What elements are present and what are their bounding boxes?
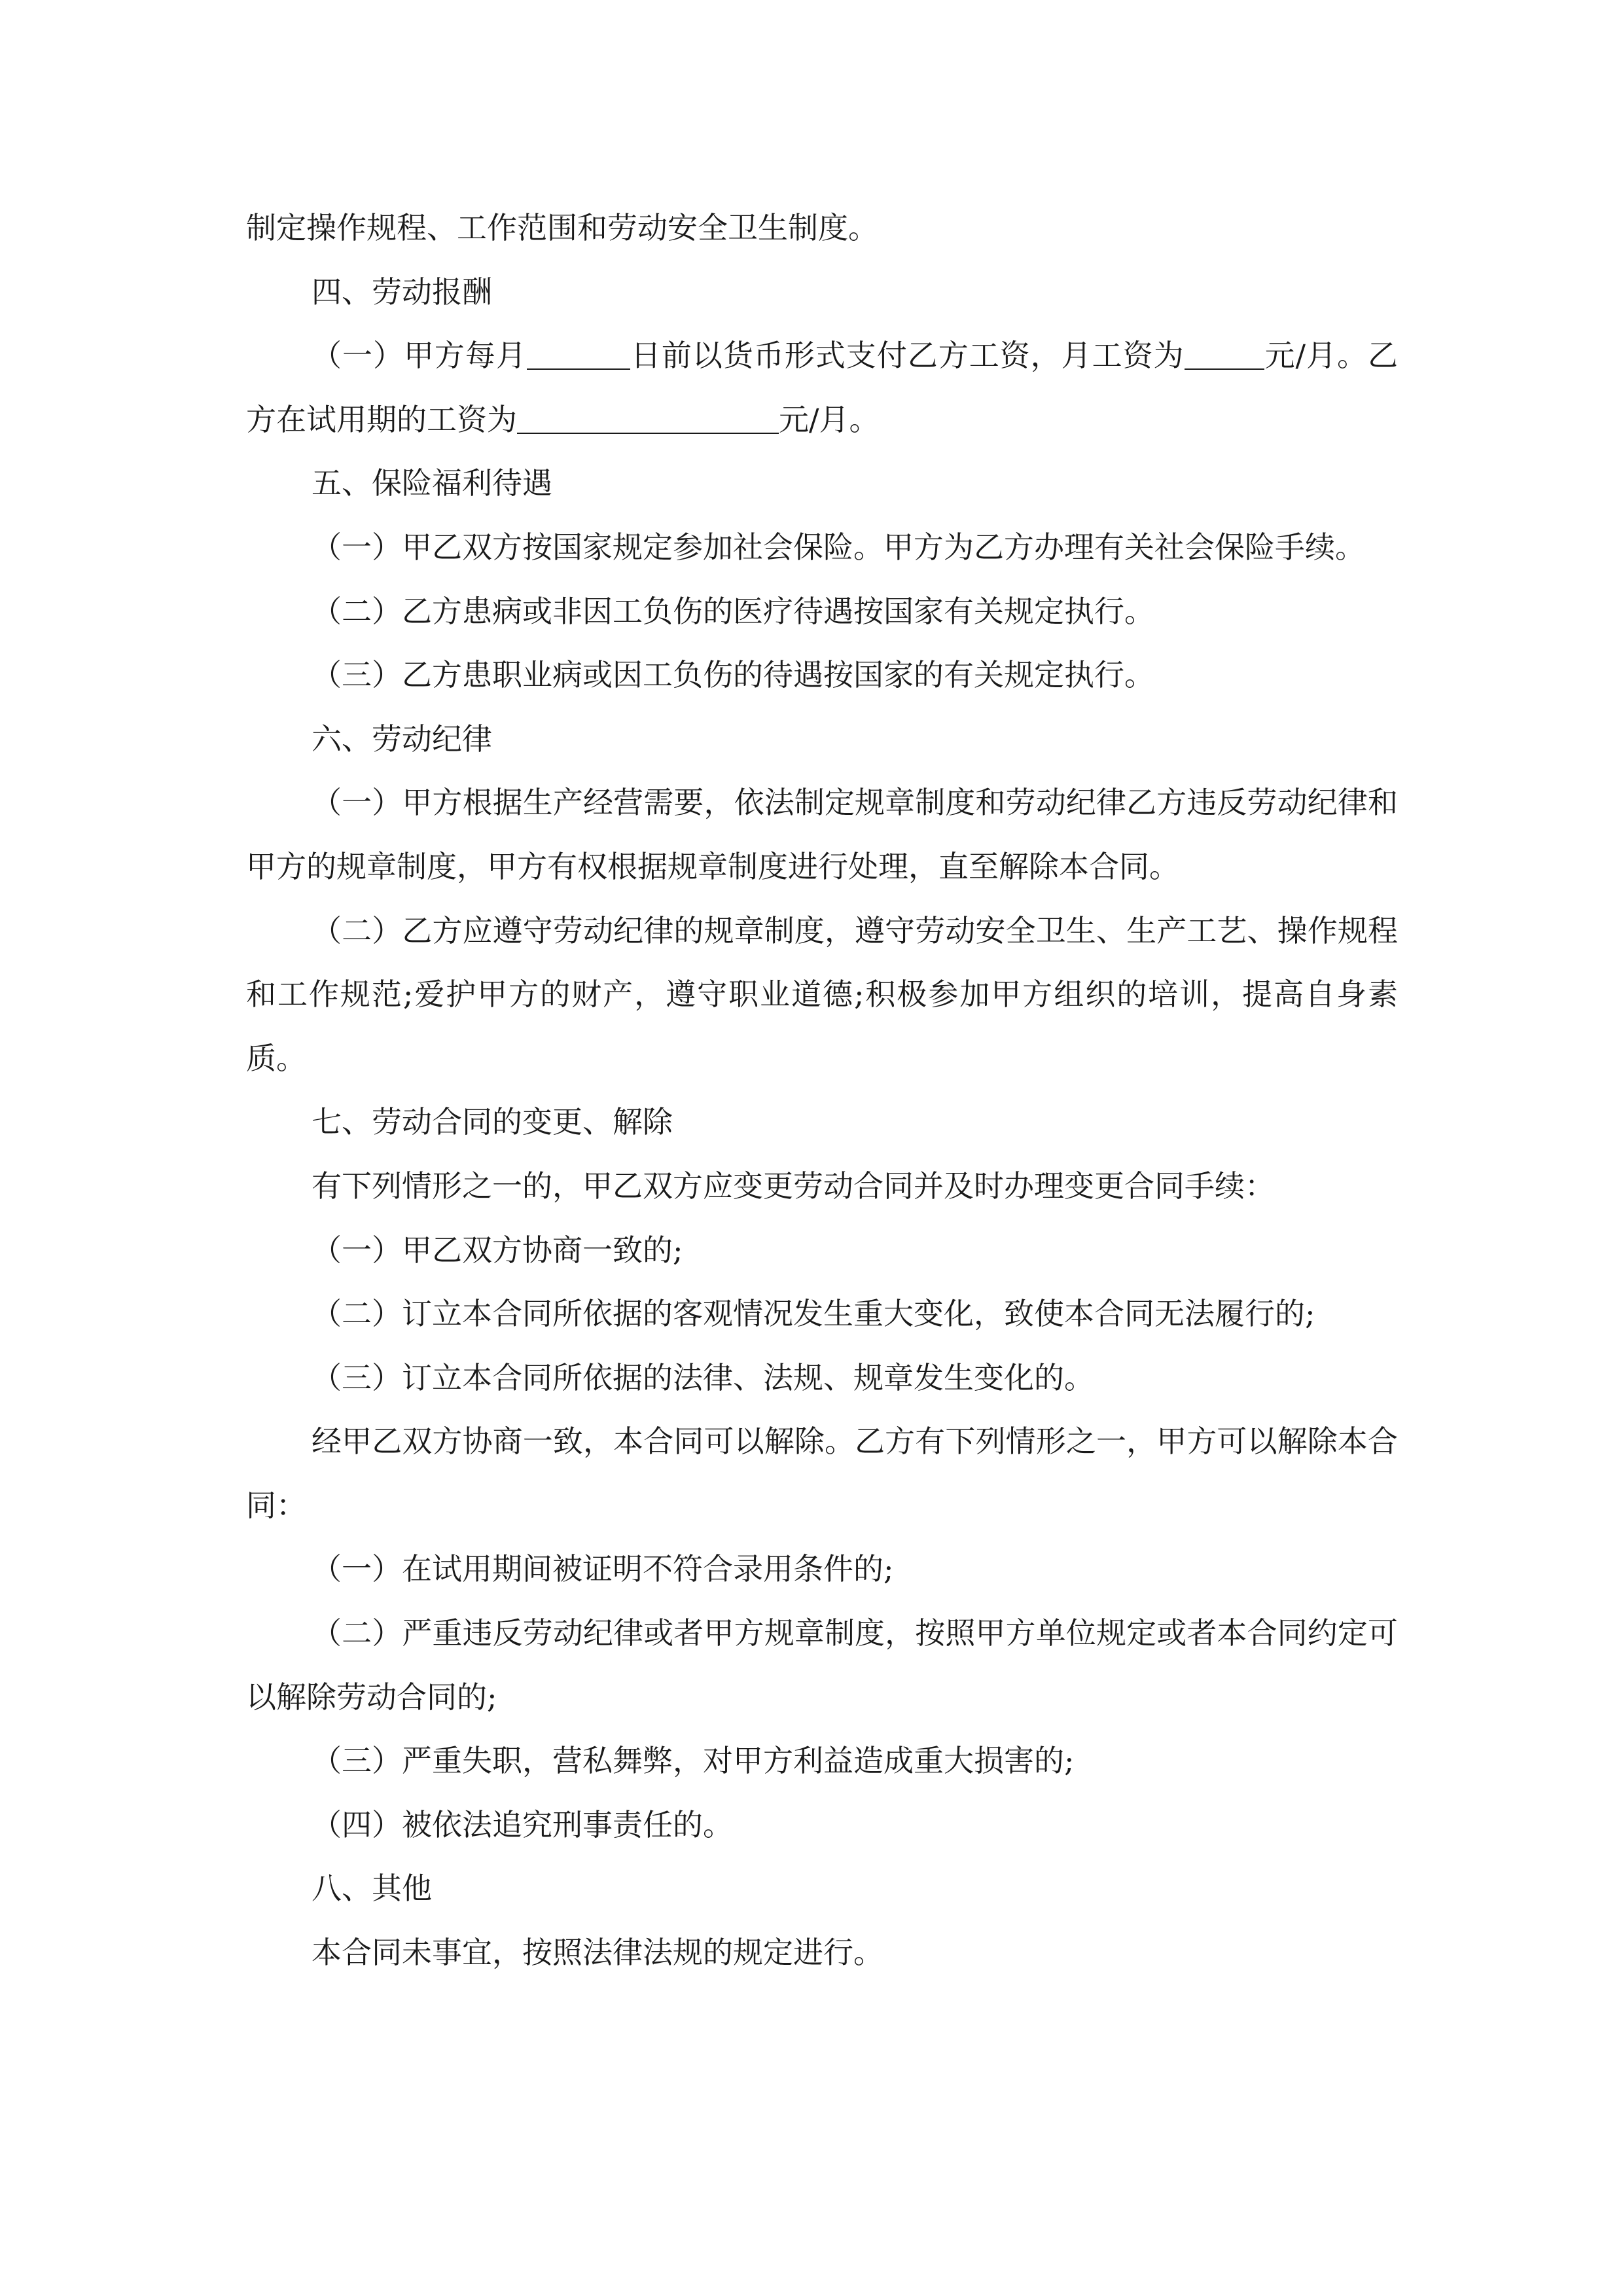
section-heading-other: 八、其他 — [312, 1871, 432, 1907]
section-heading-change-termination: 七、劳动合同的变更、解除 — [312, 1104, 673, 1140]
paragraph-change-intro: 有下列情形之一的，甲乙双方应变更劳动合同并及时办理变更合同手续： — [312, 1168, 1275, 1204]
paragraph-insurance-1: （一）甲乙双方按国家规定参加社会保险。甲方为乙方办理有关社会保险手续。 — [312, 529, 1365, 565]
salary-text-part2: 日前以货币形式支付乙方工资，月工资为 — [630, 338, 1185, 374]
paragraph-continuation: 制定操作规程、工作范围和劳动安全卫生制度。 — [246, 210, 878, 245]
paragraph-termination-2: （二）严重违反劳动纪律或者甲方规章制度，按照甲方单位规定或者本合同约定可以解除劳动合同的; — [246, 1615, 1398, 1715]
section-heading-discipline: 六、劳动纪律 — [312, 721, 492, 757]
paragraph-termination-intro: 经甲乙双方协商一致，本合同可以解除。乙方有下列情形之一，甲方可以解除本合同： — [246, 1424, 1398, 1523]
salary-text-part3: 元/月。乙方在试用期的工资为 — [246, 338, 1399, 437]
paragraph-salary — [246, 324, 1398, 452]
paragraph-change-2: （二）订立本合同所依据的客观情况发生重大变化，致使本合同无法履行的; — [312, 1296, 1315, 1332]
paragraph-discipline-2: （二）乙方应遵守劳动纪律的规章制度，遵守劳动安全卫生、生产工艺、操作规程和工作规范;爱护甲方的财产，遵守职业道德;积极参加甲方组织的培训，提高自身素质。 — [246, 912, 1398, 1076]
paragraph-other: 本合同未事宜，按照法律法规的规定进行。 — [312, 1935, 883, 1971]
salary-text-part4: 元/月。 — [779, 401, 880, 437]
monthly-salary-blank — [1185, 334, 1264, 370]
pay-day-blank — [527, 334, 630, 370]
paragraph-discipline-1: （一）甲方根据生产经营需要，依法制定规章制度和劳动纪律乙方违反劳动纪律和甲方的规章制度，甲方有权根据规章制度进行处理，直至解除本合同。 — [246, 785, 1398, 884]
section-heading-remuneration: 四、劳动报酬 — [312, 274, 492, 310]
probation-salary-blank — [517, 399, 779, 434]
paragraph-change-3: （三）订立本合同所依据的法律、法规、规章发生变化的。 — [312, 1359, 1094, 1395]
paragraph-insurance-3: （三）乙方患职业病或因工负伤的待遇按国家的有关规定执行。 — [312, 657, 1154, 693]
document-body — [246, 196, 1398, 1985]
salary-text-part1: （一）甲方每月 — [312, 338, 527, 374]
paragraph-termination-3: （三）严重失职，营私舞弊，对甲方利益造成重大损害的; — [312, 1743, 1075, 1779]
paragraph-change-1: （一）甲乙双方协商一致的; — [312, 1232, 683, 1268]
paragraph-insurance-2: （二）乙方患病或非因工负伤的医疗待遇按国家有关规定执行。 — [312, 593, 1154, 629]
paragraph-termination-4: （四）被依法追究刑事责任的。 — [312, 1806, 733, 1842]
section-heading-insurance: 五、保险福利待遇 — [312, 465, 552, 501]
paragraph-termination-1: （一）在试用期间被证明不符合录用条件的; — [312, 1551, 894, 1587]
